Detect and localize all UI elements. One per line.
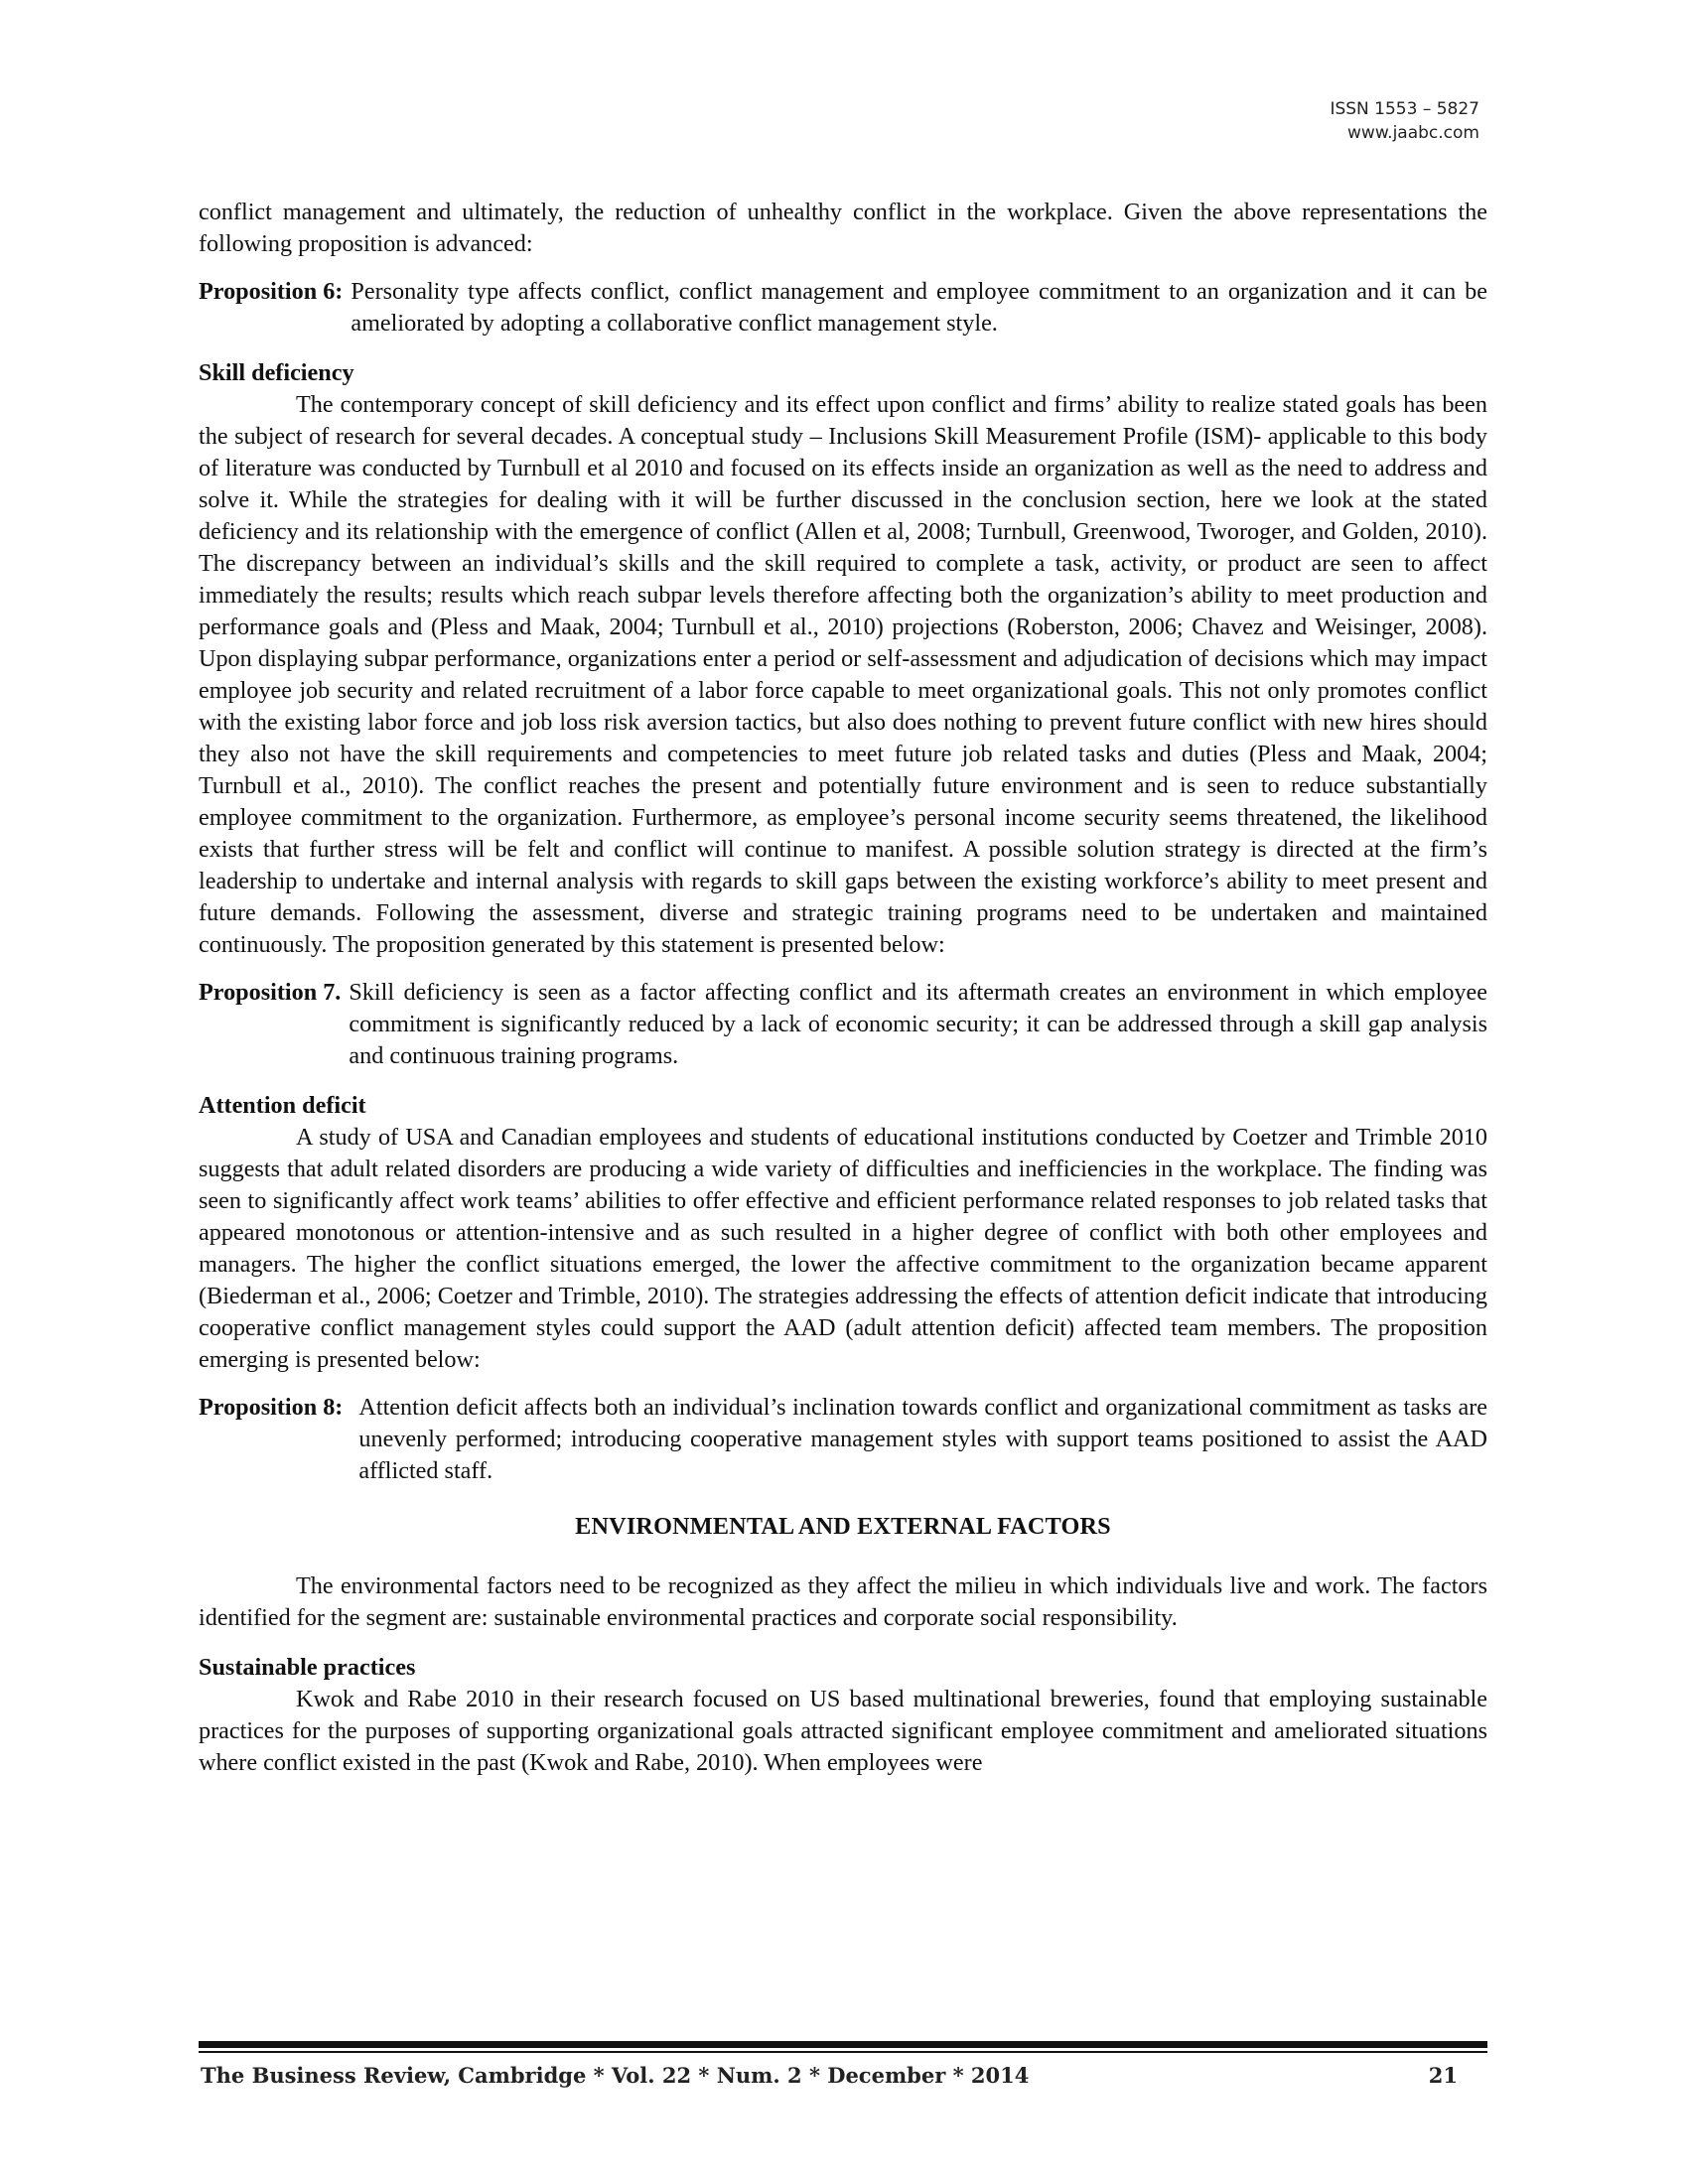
footer-rule-thick [199, 2041, 1487, 2048]
website-label: www.jaabc.com [1347, 123, 1479, 143]
proposition-label: Proposition 6: [199, 278, 344, 305]
heading-sustainable-practices: Sustainable practices [199, 1654, 416, 1681]
proposition-text: Skill deficiency is seen as a factor affecting conflict and its aftermath creates an environment in which employee commitment is significantly reduced by a lack of economic security; it can be addressed through a skill gap analysis and continuous training programs. [349, 979, 1487, 1069]
attention-deficit-paragraph: A study of USA and Canadian employees and students of educational institutions conducted by Coetzer and Trimble 2010 suggests that adult related disorders are producing a wide variety of difficulties and inefficiencies in the workplace. The finding was seen to significantly affect work teams’ abilities to offer effective and efficient performance related responses to job related tasks that appeared monotonous or attention-intensive and as such resulted in a higher degree of conflict with both other employees and managers. The higher the conflict situations emerged, the lower the affective commitment to the organization became apparent (Biederman et al., 2006; Coetzer and Trimble, 2010). The strategies addressing the effects of attention deficit indicate that introducing cooperative conflict management styles could support the AAD (adult attention deficit) affected team members. The proposition emerging is presented below: [199, 1124, 1487, 1373]
skill-deficiency-paragraph: The contemporary concept of skill deficiency and its effect upon conflict and firms’ ability to realize stated goals has been the subject of research for several decades. A conceptual study – Inclusions Skill Measurement Profile (ISM)- applicable to this body of literature was conducted by Turnbull et al 2010 and focused on its effects inside an organization as well as the need to address and solve it. While the strategies for dealing with it will be further discussed in the conclusion section, here we look at the stated deficiency and its relationship with the emergence of conflict (Allen et al, 2008; Turnbull, Greenwood, Tworoger, and Golden, 2010). The discrepancy between an individual’s skills and the skill required to complete a task, activity, or product are seen to affect immediately the results; results which reach subpar levels therefore affecting both the organization’s ability to meet production and performance goals and (Pless and Maak, 2004; Turnbull et al., 2010) projections (Roberston, 2006; Chavez and Weisinger, 2008). Upon displaying subpar performance, organizations enter a period or self-assessment and adjudication of decisions which may impact employee job security and related recruitment of a labor force capable to meet organizational goals. This not only promotes conflict with the existing labor force and job loss risk aversion tactics, but also does nothing to prevent future conflict with new hires should they also not have the skill requirements and competencies to meet future job related tasks and duties (Pless and Maak, 2004; Turnbull et al., 2010). The conflict reaches the present and potentially future environment and is seen to reduce substantially employee commitment to the organization. Furthermore, as employee’s personal income security seems threatened, the likelihood exists that further stress will be felt and conflict will continue to manifest. A possible solution strategy is directed at the firm’s leadership to undertake and internal analysis with regards to skill gaps between the existing workforce’s ability to meet present and future demands. Following the assessment, diverse and strategic training programs need to be undertaken and maintained continuously. The proposition generated by this statement is presented below: [199, 391, 1487, 958]
page-header [1330, 97, 1479, 145]
issn-label: ISSN 1553 – 5827 [1330, 99, 1479, 119]
proposition-8 [199, 1392, 1487, 1487]
proposition-text: Attention deficit affects both an individual’s inclination towards conflict and organizational commitment as tasks are unevenly performed; introducing cooperative management styles with support teams positioned to assist the AAD afflicted staff. [358, 1394, 1487, 1484]
intro-paragraph: conflict management and ultimately, the reduction of unhealthy conflict in the workplace. Given the above representations the following proposition is advanced: [199, 199, 1487, 257]
footer-rule-thin [199, 2051, 1487, 2053]
page-content [199, 197, 1487, 1779]
journal-citation: The Business Review, Cambridge * Vol. 22 * Num. 2 * December * 2014 [201, 2063, 1030, 2088]
environmental-paragraph: The environmental factors need to be recognized as they affect the milieu in which individuals live and work. The factors identified for the segment are: sustainable environmental practices and corporate social responsibility. [199, 1572, 1487, 1631]
proposition-6 [199, 276, 1487, 340]
sustainable-paragraph: Kwok and Rabe 2010 in their research focused on US based multinational breweries, found that employing sustainable practices for the purposes of supporting organizational goals attracted significant employee commitment and ameliorated situations where conflict existed in the past (Kwok and Rabe, 2010). When employees were [199, 1686, 1487, 1776]
page-number: 21 [1428, 2063, 1458, 2088]
proposition-label: Proposition 8: [199, 1394, 344, 1421]
proposition-text: Personality type affects conflict, conflict management and employee commitment to an organization and it can be ameliorated by adopting a collaborative conflict management style. [351, 278, 1487, 337]
heading-skill-deficiency: Skill deficiency [199, 359, 354, 386]
proposition-7 [199, 977, 1487, 1072]
proposition-label: Proposition 7. [199, 979, 342, 1006]
section-title: ENVIRONMENTAL AND EXTERNAL FACTORS [575, 1513, 1111, 1540]
heading-attention-deficit: Attention deficit [199, 1092, 366, 1119]
